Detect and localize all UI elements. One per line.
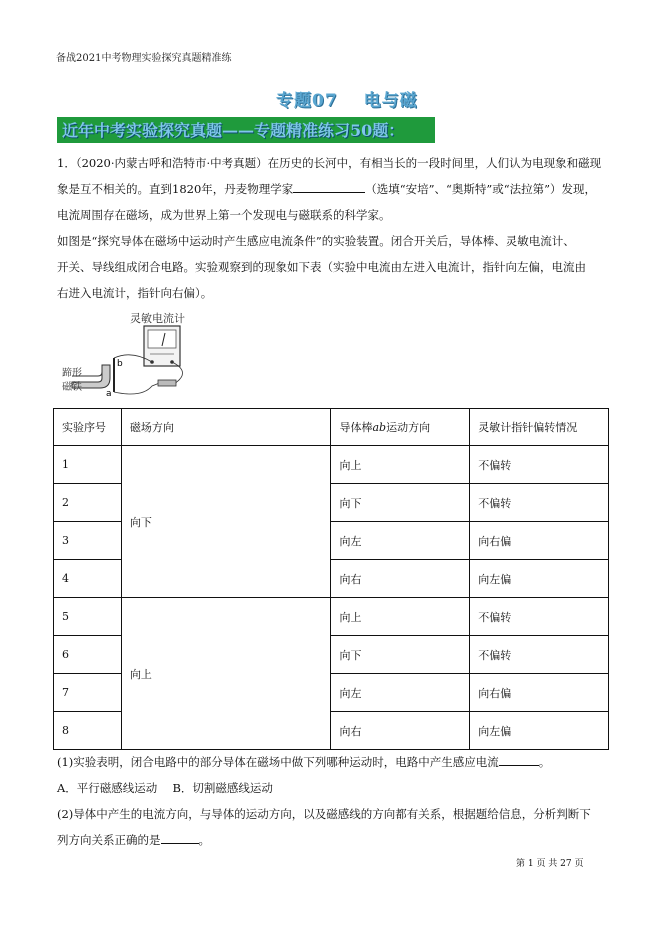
field-direction-cell: 向下 (121, 446, 331, 598)
trial-number: 4 (54, 560, 122, 598)
answer-blank (161, 831, 199, 844)
trial-number: 3 (54, 522, 122, 560)
rod-motion-cell: 向右 (331, 712, 470, 750)
answer-blank (499, 753, 539, 766)
point-b-label: b (117, 359, 123, 369)
question-1-text (57, 150, 613, 306)
q1-line-part: （选填“安培”、“奥斯特”或“法拉第”）发现， (365, 182, 597, 196)
magnet-label-2: 磁铁 (62, 382, 82, 393)
sub-question-2-line: 列方向关系正确的是 。 (57, 833, 210, 847)
rod-motion-cell: 向左 (331, 674, 470, 712)
field-direction-cell: 向上 (121, 598, 331, 750)
chapter-name: 电与磁 (363, 91, 418, 111)
table-header-cell: 实验序号 (54, 409, 122, 446)
rod-motion-cell: 向上 (331, 598, 470, 636)
q1-line (57, 176, 613, 202)
trial-number: 7 (54, 674, 122, 712)
q1-line: 1．（2020·内蒙古呼和浩特市·中考真题）在历史的长河中，有相当长的一段时间里，人们认为电现象和磁现 (57, 156, 602, 170)
trial-number: 6 (54, 636, 122, 674)
q1-line-part: 象是互不相关的。直到1820年，丹麦物理学家 (57, 182, 294, 196)
page-number: 第 1 页 共 27 页 (516, 859, 584, 869)
q1-line: 如图是“探究导体在磁场中运动时产生感应电流条件”的实验装置。闭合开关后，导体棒、灵敏电流计、 (57, 234, 575, 248)
sub-question-1: (1)实验表明，闭合电路中的部分导体在磁场中做下列哪种运动时，电路中产生感应电流 。 (57, 755, 551, 769)
q1-line: 右进入电流计，指针向右偏）。 (57, 286, 213, 300)
deflection-cell: 向右偏 (470, 522, 609, 560)
table-header-cell: 导体棒ab运动方向 (331, 409, 470, 446)
sub-questions (57, 749, 613, 853)
table-row (54, 446, 609, 484)
trial-number: 8 (54, 712, 122, 750)
table-header-cell: 磁场方向 (121, 409, 331, 446)
results-table (53, 408, 609, 750)
sub-question-1-text: (1)实验表明，闭合电路中的部分导体在磁场中做下列哪种运动时，电路中产生感应电流 (57, 755, 499, 769)
deflection-cell: 不偏转 (470, 636, 609, 674)
deflection-cell: 向右偏 (470, 674, 609, 712)
sub-question-2-text: 列方向关系正确的是 (57, 833, 161, 847)
rod-motion-cell: 向右 (331, 560, 470, 598)
deflection-cell: 不偏转 (470, 446, 609, 484)
table-header-row (54, 409, 609, 446)
galvanometer-label: 灵敏电流计 (130, 312, 185, 325)
chapter-number: 专题07 (276, 91, 338, 111)
table-row (54, 598, 609, 636)
magnet-label-1: 蹄形 (62, 368, 82, 379)
rod-motion-cell: 向左 (331, 522, 470, 560)
rod-motion-cell: 向下 (331, 484, 470, 522)
chapter-title (276, 86, 418, 111)
experiment-apparatus-figure (62, 310, 202, 400)
sub-question-1-options: A．平行磁感线运动 B．切割磁感线运动 (57, 781, 273, 795)
section-banner-title: 近年中考实验探究真题——专题精准练习50题： (62, 121, 405, 140)
trial-number: 5 (54, 598, 122, 636)
q1-line: 开关、导线组成闭合电路。实验观察到的现象如下表（实验中电流由左进入电流计，指针向左偏，电流由 (57, 260, 586, 274)
table-header-cell: 灵敏计指针偏转情况 (470, 409, 609, 446)
deflection-cell: 不偏转 (470, 598, 609, 636)
deflection-cell: 不偏转 (470, 484, 609, 522)
trial-number: 1 (54, 446, 122, 484)
point-a-label: a (106, 389, 112, 399)
answer-blank (293, 180, 365, 193)
trial-number: 2 (54, 484, 122, 522)
running-header: 备战2021中考物理实验探究真题精准练 (56, 53, 232, 64)
deflection-cell: 向左偏 (470, 560, 609, 598)
switch-icon (158, 380, 176, 386)
deflection-cell: 向左偏 (470, 712, 609, 750)
sub-question-2-line: (2)导体中产生的电流方向，与导体的运动方向，以及磁感线的方向都有关系，根据题给信息，分析判断下 (57, 807, 591, 821)
q1-line: 电流周围存在磁场，成为世界上第一个发现电与磁联系的科学家。 (57, 208, 391, 222)
rod-motion-cell: 向下 (331, 636, 470, 674)
rod-motion-cell: 向上 (331, 446, 470, 484)
